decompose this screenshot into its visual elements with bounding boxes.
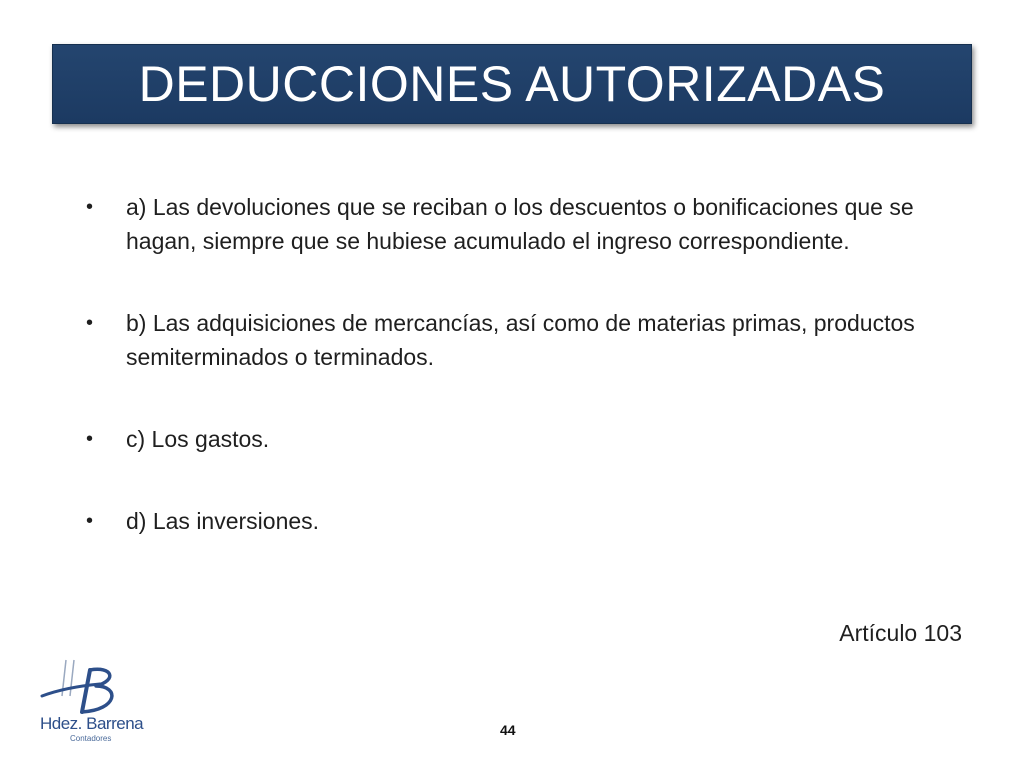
bullet-text: a) Las devoluciones que se reciban o los descuentos o bonificaciones que se hagan, siempre que se hubiese acumulado el ingreso correspondiente. xyxy=(126,194,914,254)
logo-name: Hdez. Barrena xyxy=(40,714,144,733)
company-logo xyxy=(30,656,144,746)
bullet-item xyxy=(86,306,966,374)
bullet-dot-icon: • xyxy=(86,428,94,450)
bullet-item xyxy=(86,190,966,258)
bullet-item xyxy=(86,504,966,538)
bullet-list xyxy=(86,190,966,538)
bullet-item xyxy=(86,422,966,456)
title-banner xyxy=(52,44,972,124)
bullet-dot-icon: • xyxy=(86,510,94,532)
bullet-dot-icon: • xyxy=(86,312,94,334)
page-number: 44 xyxy=(500,722,516,738)
hb-monogram-icon xyxy=(38,656,128,718)
slide-title: DEDUCCIONES AUTORIZADAS xyxy=(138,56,886,112)
bullet-text: c) Los gastos. xyxy=(126,426,270,452)
article-reference: Artículo 103 xyxy=(839,620,962,646)
logo-subtitle: Contadores xyxy=(70,734,112,743)
bullet-text: b) Las adquisiciones de mercancías, así como de materias primas, productos semiterminados o terminados. xyxy=(126,310,915,370)
bullet-text: d) Las inversiones. xyxy=(126,508,320,534)
bullet-dot-icon: • xyxy=(86,196,94,218)
